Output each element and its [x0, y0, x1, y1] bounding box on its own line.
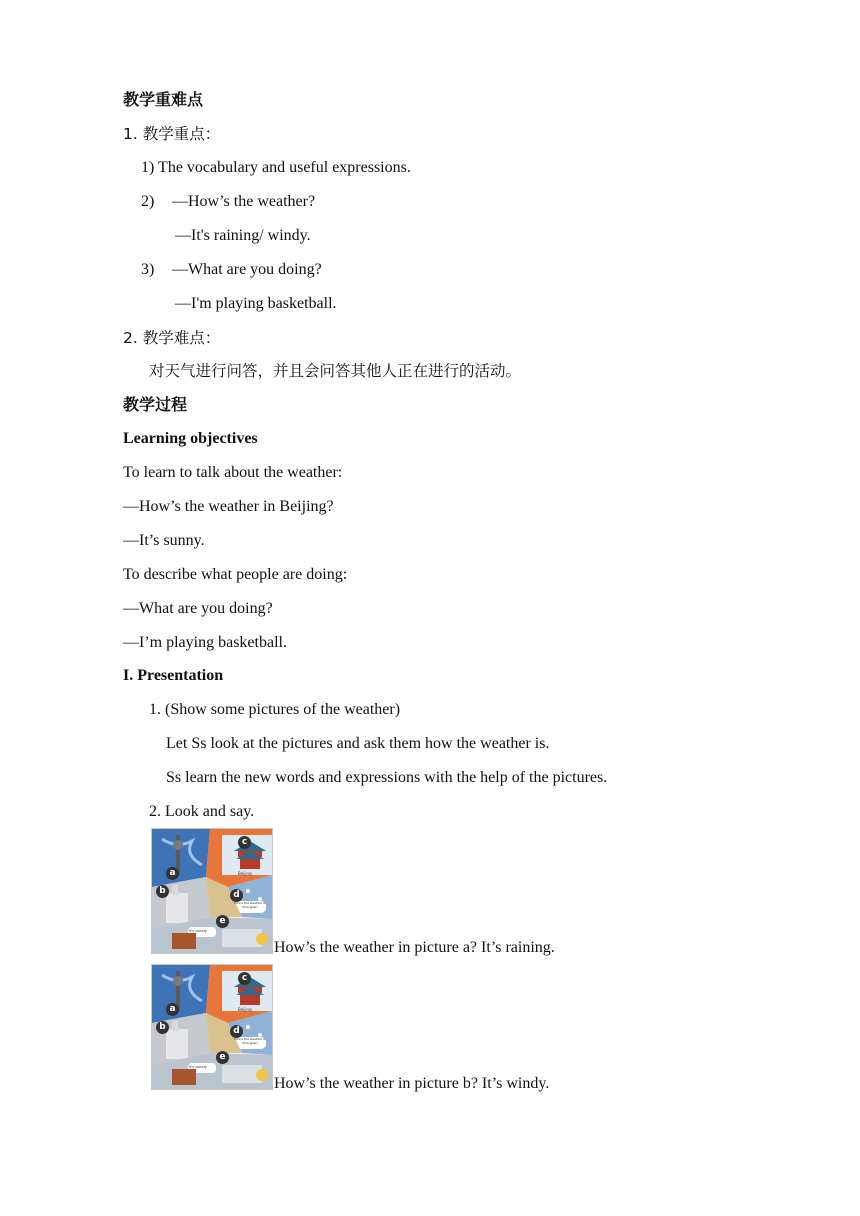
- picture-label-a: a: [166, 867, 179, 880]
- picture-cloud-text: It's cloudy.: [189, 929, 208, 933]
- presentation-step-1: 1. (Show some pictures of the weather): [149, 701, 401, 718]
- picture-caption-2: How’s the weather in picture b? It’s windy.: [274, 1075, 550, 1092]
- weather-picture: [151, 828, 273, 954]
- key-points-sub-2-question: —How’s the weather?: [172, 193, 316, 210]
- picture-label-c: c: [238, 972, 251, 985]
- picture-city: Beijing: [238, 1007, 252, 1012]
- picture-speech-bubble: How's the weather in Shanghai?: [234, 1037, 266, 1045]
- picture-label-d: d: [230, 889, 243, 902]
- objective-1-answer: —It’s sunny.: [123, 532, 205, 549]
- key-points-item-2: 2. 教学难点：: [123, 329, 221, 347]
- picture-speech-bubble: How's the weather in Shanghai?: [234, 901, 266, 909]
- presentation-heading: I. Presentation: [123, 667, 224, 684]
- objective-2: To describe what people are doing:: [123, 566, 348, 583]
- key-points-sub-2-number: 2): [141, 193, 155, 210]
- key-points-sub-2-answer: —It's raining/ windy.: [175, 227, 311, 244]
- picture-label-e: e: [216, 1051, 229, 1064]
- picture-cloud-text: It's cloudy.: [189, 1065, 208, 1069]
- presentation-step-1-line-1: Let Ss look at the pictures and ask them how the weather is.: [166, 735, 550, 752]
- weather-picture: [151, 964, 273, 1090]
- key-points-sub-3-number: 3): [141, 261, 155, 278]
- key-points-sub-1: 1) The vocabulary and useful expressions.: [141, 159, 411, 176]
- picture-label-c: c: [238, 836, 251, 849]
- objective-1: To learn to talk about the weather:: [123, 464, 343, 481]
- picture-label-e: e: [216, 915, 229, 928]
- picture-city: Beijing: [238, 871, 252, 876]
- key-points-heading: 教学重难点: [123, 90, 204, 109]
- picture-label-d: d: [230, 1025, 243, 1038]
- picture-label-b: b: [156, 885, 169, 898]
- key-points-item-1: 1. 教学重点：: [123, 125, 221, 143]
- objectives-heading: Learning objectives: [123, 430, 258, 447]
- picture-label-b: b: [156, 1021, 169, 1034]
- objective-2-answer: —I’m playing basketball.: [123, 634, 287, 651]
- key-points-sub-3-answer: —I'm playing basketball.: [175, 295, 337, 312]
- key-points-sub-3-question: —What are you doing?: [172, 261, 322, 278]
- presentation-step-1-line-2: Ss learn the new words and expressions with the help of the pictures.: [166, 769, 608, 786]
- key-points-item-2-text: 对天气进行问答，并且会问答其他人正在进行的活动。: [149, 362, 522, 380]
- presentation-step-2: 2. Look and say.: [149, 803, 255, 820]
- objective-1-question: —How’s the weather in Beijing?: [123, 498, 334, 515]
- objective-2-question: —What are you doing?: [123, 600, 273, 617]
- process-heading: 教学过程: [123, 395, 188, 414]
- picture-caption-1: How’s the weather in picture a? It’s raining.: [274, 939, 555, 956]
- picture-label-a: a: [166, 1003, 179, 1016]
